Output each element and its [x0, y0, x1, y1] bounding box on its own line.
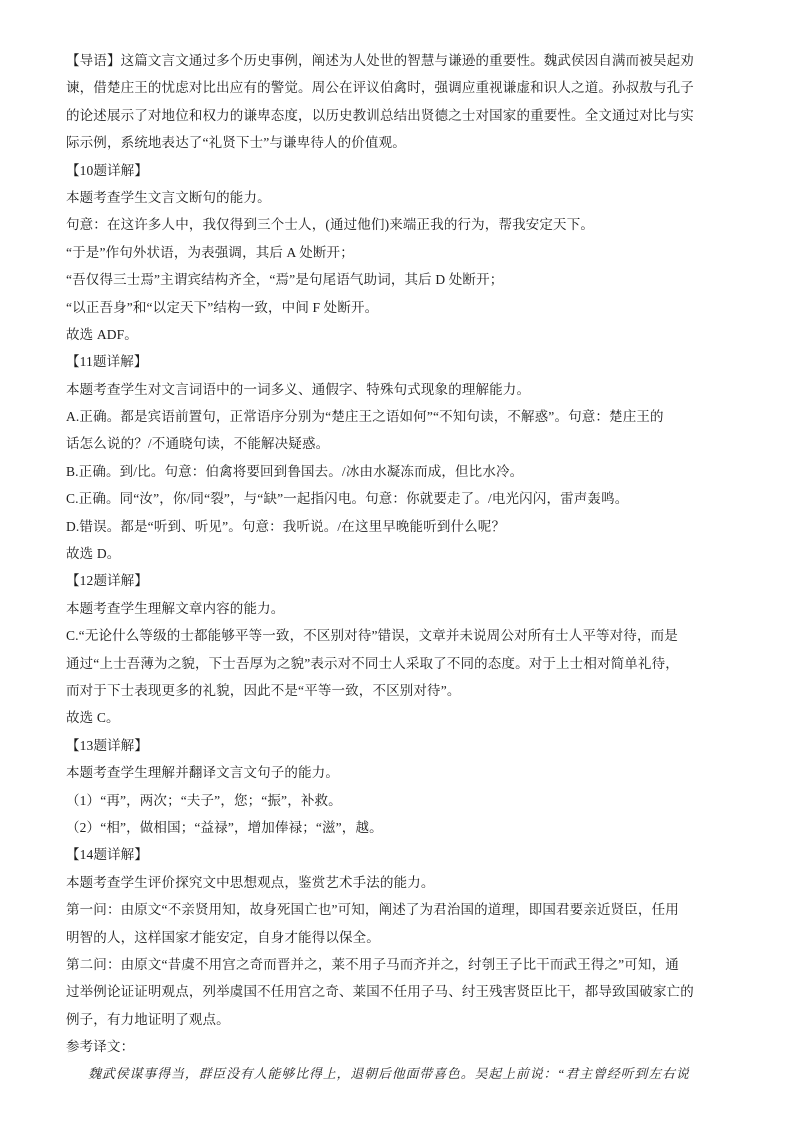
text-line: “吾仅得三士焉”主谓宾结构齐全，“焉”是句尾语气助词，其后 D 处断开；	[66, 272, 504, 288]
text-line: （2）“相”，做相国；“益禄”，增加俸禄；“滋”，越。	[66, 819, 383, 835]
section-heading: 【12题详解】	[66, 573, 149, 589]
text-line: 第二问：由原文“昔虞不用宫之奇而晋并之，莱不用子马而齐并之，纣刳王子比干而武王得之”可知，通	[66, 956, 679, 972]
text-line: C.“无论什么等级的士都能够平等一致，不区别对待”错误，文章并未说周公对所有士人平等对待，而是	[66, 628, 678, 644]
section-heading: 【13题详解】	[66, 737, 149, 753]
text-line: 本题考查学生评价探究文中思想观点，鉴赏艺术手法的能力。	[66, 874, 435, 890]
text-line: B.正确。到/比。句意：伯禽将要回到鲁国去。/冰由水凝冻而成，但比水冷。	[66, 463, 524, 479]
text-line: 而对于下士表现更多的礼貌，因此不是“平等一致，不区别对待”。	[66, 682, 461, 698]
text-line: 第一问：由原文“不亲贤用知，故身死国亡也”可知，阐述了为君治国的道理，即国君要亲近贤臣，任用	[66, 902, 679, 918]
text-line: 过举例论证证明观点，列举虞国不任用宫之奇、莱国不任用子马、纣王残害贤臣比干，都导致国破家亡的	[66, 984, 694, 1000]
text-line: 例子，有力地证明了观点。	[66, 1011, 230, 1027]
text-line: 本题考查学生文言文断句的能力。	[66, 189, 271, 205]
text-line: 句意：在这许多人中，我仅得到三个士人，(通过他们)来端正我的行为，帮我安定天下。	[66, 217, 594, 233]
text-line: “以正吾身”和“以定天下”结构一致，中间 F 处断开。	[66, 299, 379, 315]
text-line: 的论述展示了对地位和权力的谦卑态度，以历史教训总结出贤德之士对国家的重要性。全文通过对比与实	[66, 107, 694, 123]
text-line: 【导语】这篇文言文通过多个历史事例，阐述为人处世的智慧与谦逊的重要性。魏武侯因自满而被吴起劝	[66, 53, 694, 68]
text-line: 故选 C。	[66, 710, 120, 726]
text-line: A.正确。都是宾语前置句，正常语序分别为“楚庄王之语如何”“不知句读，不解惑”。句意：楚庄王的	[66, 409, 664, 425]
text-line: （1）“再”，两次；“夫子”，您；“振”，补救。	[66, 792, 342, 808]
text-line: 本题考查学生理解并翻译文言文句子的能力。	[66, 765, 339, 781]
text-line: 谏，借楚庄王的忧虑对比出应有的警觉。周公在评议伯禽时，强调应重视谦虚和识人之道。孙叔敖与孔子	[66, 80, 694, 96]
text-line: D.错误。都是“听到、听见”。句意：我听说。/在这里早晚能听到什么呢？	[66, 518, 506, 534]
section-heading: 【10题详解】	[66, 162, 149, 178]
text-line: 故选 D。	[66, 546, 121, 562]
text-line: 本题考查学生理解文章内容的能力。	[66, 600, 285, 616]
text-line: 故选 ADF。	[66, 326, 138, 342]
text-line: 通过“上士吾薄为之貌，下士吾厚为之貌”表示对不同士人采取了不同的态度。对于上士相对简单礼待，	[66, 655, 679, 671]
text-line: C.正确。同“汝”，你/同“裂”，与“缺”一起指闪电。句意：你就要走了。/电光闪闪，雷声轰鸣。	[66, 491, 629, 507]
text-line: 本题考查学生对文言词语中的一词多义、通假字、特殊句式现象的理解能力。	[66, 381, 531, 397]
section-heading: 【14题详解】	[66, 847, 149, 863]
section-heading: 【11题详解】	[66, 354, 148, 370]
text-line: 魏武侯谋事得当，群臣没有人能够比得上，退朝后他面带喜色。吴起上前说：“君主曾经听到左右说	[88, 1066, 690, 1082]
document-body	[66, 47, 742, 1088]
section-heading: 参考译文：	[66, 1039, 135, 1055]
text-line: “于是”作句外状语，为表强调，其后 A 处断开；	[66, 244, 354, 260]
text-line: 话怎么说的？/不通晓句读，不能解决疑惑。	[66, 436, 330, 452]
text-line: 明智的人，这样国家才能安定，自身才能得以保全。	[66, 929, 380, 945]
text-line: 际示例，系统地表达了“礼贤下士”与谦卑待人的价值观。	[66, 135, 406, 151]
